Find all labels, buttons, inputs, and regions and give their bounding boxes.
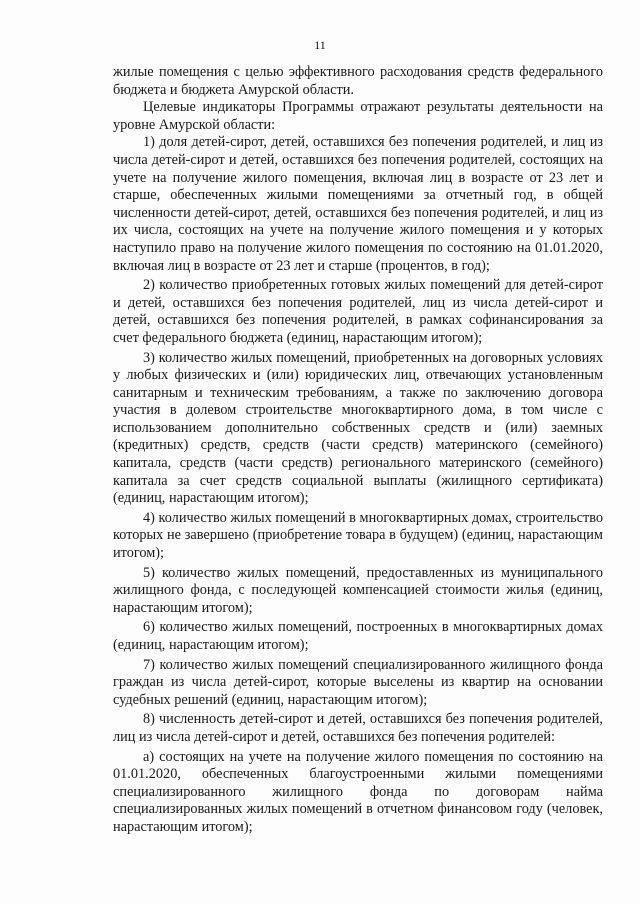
indicator-item-2: 2) количество приобретенных готовых жилых помещений для детей-сирот и детей, оставшихся без попечения родителей, лиц из числа детей-сирот и детей, оставшихся без попечения родителей, в рамках софинансирования за счет федерального бюджета (единиц, нарастающим итогом);	[113, 277, 603, 346]
indicator-item-8a: а) состоящих на учете на получение жилого помещения по состоянию на 01.01.2020, обеспеченных благоустроенными жилыми помещениями специализированного жилищного фонда по договорам найма специализированных жилых помещений в отчетном финансовом году (человек, нарастающим итогом);	[113, 748, 603, 835]
indicator-item-8: 8) численность детей-сирот и детей, оставшихся без попечения родителей, лиц из числа детей-сирот и детей, оставшихся без попечения родителей:	[113, 711, 603, 745]
indicator-item-1: 1) доля детей-сирот, детей, оставшихся без попечения родителей, и лиц из числа детей-сирот и детей, оставшихся без попечения родителей, состоящих на учете на получение жилого помещения, включая лиц в возрасте от 23 лет и старше, обеспеченных жилыми помещениями за отчетный год, в общей численности детей-сирот, детей, оставшихся без попечения родителей, и лиц из их числа, состоящих на учете на получение жилого помещения и у которых наступило право на получение жилого помещения по состоянию на 01.01.2020, включая лиц в возрасте от 23 лет и старше (процентов, в год);	[113, 134, 603, 274]
indicator-item-4: 4) количество жилых помещений в многоквартирных домах, строительство которых не завершено (приобретение товара в будущем) (единиц, нарастающим итогом);	[113, 509, 603, 562]
paragraph-intro: Целевые индикаторы Программы отражают результаты деятельности на уровне Амурской области:	[113, 99, 603, 133]
indicator-item-3: 3) количество жилых помещений, приобретенных на договорных условиях у любых физических и (или) юридических лиц, отвечающих установленным санитарным и техническим требованиям, а также по заключению договора участия в долевом строительстве многоквартирного дома, в том числе с использованием дополнительно собственных средств и (или) заемных (кредитных) средств, средств (части средств) материнского (семейного) капитала, средств (части средств) регионального материнского (семейного) капитала за счет средств социальной выплаты (жилищного сертификата) (единиц, нарастающим итогом);	[113, 349, 603, 507]
indicator-item-5: 5) количество жилых помещений, предоставленных из муниципального жилищного фонда, с последующей компенсацией стоимости жилья (единиц, нарастающим итогом);	[113, 564, 603, 616]
paragraph-continuation: жилые помещения с целью эффективного расходования средств федерального бюджета и бюджета Амурской области.	[113, 64, 603, 98]
document-body	[113, 64, 603, 837]
indicator-item-7: 7) количество жилых помещений специализированного жилищного фонда граждан из числа детей-сирот, которые выселены из квартир на основании судебных решений (единиц, нарастающим итогом);	[113, 656, 603, 708]
page-number: 11	[314, 38, 326, 52]
indicator-item-6: 6) количество жилых помещений, построенных в многоквартирных домах (единиц, нарастающим итогом);	[113, 619, 603, 653]
